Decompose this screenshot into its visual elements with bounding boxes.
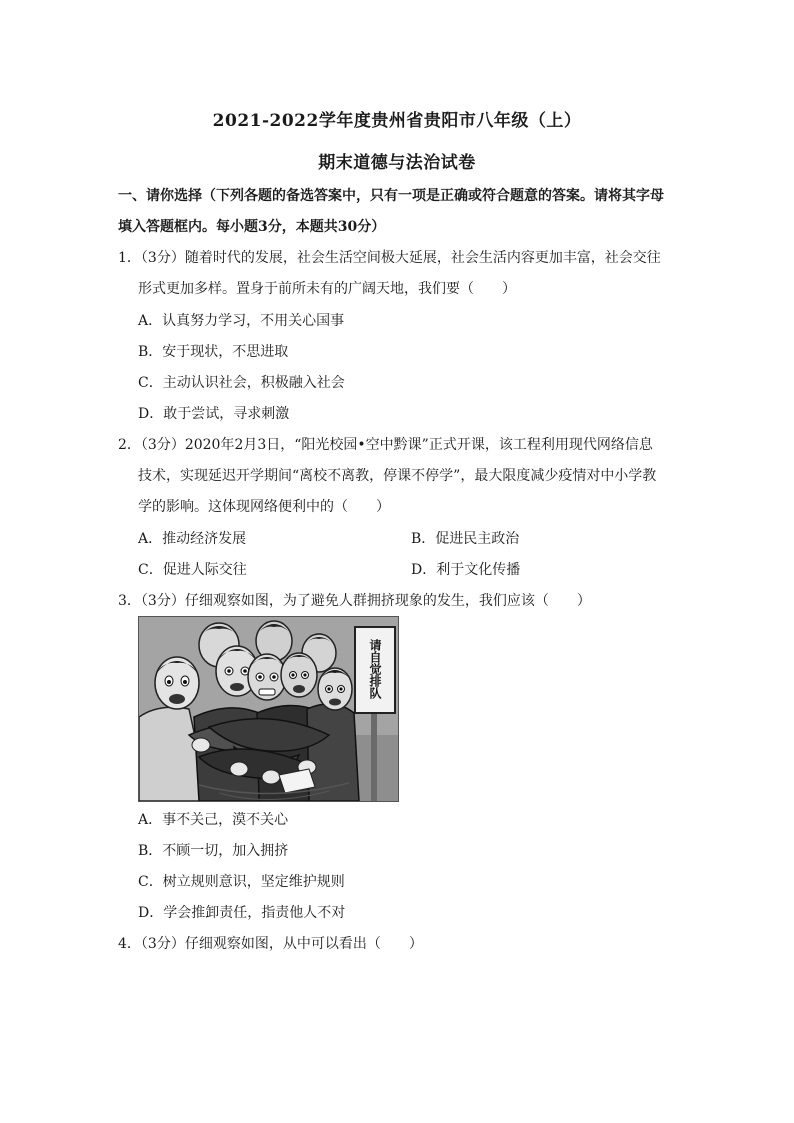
exam-title: 2021-2022学年度贵州省贵阳市八年级（上） [212,111,582,131]
crowd-cartoon-image [138,616,399,802]
q1-option-a: A．认真努力学习，不用关心国事 [138,313,345,329]
q2-option-b: B．促进民主政治 [411,531,520,547]
q3-stem-line1: 3．（3分）仔细观察如图，为了避免人群拥挤现象的发生，我们应该（ ） [118,593,591,609]
q2-stem-line2: 技术，实现延迟开学期间“离校不离教，停课不停学”，最大限度减少疫情对中小学教 [138,468,657,484]
q1-stem-line1: 1．（3分）随着时代的发展，社会生活空间极大延展，社会生活内容更加丰富，社会交往 [118,250,661,266]
q1-option-b: B．安于现状，不思进取 [138,344,289,360]
q1-option-c: C．主动认识社会，积极融入社会 [138,375,345,391]
q2-option-a: A．推动经济发展 [138,531,247,547]
q4-stem-line1: 4．（3分）仔细观察如图，从中可以看出（ ） [118,936,423,952]
q2-option-d: D．利于文化传播 [411,562,521,578]
q3-option-b: B．不顾一切，加入拥挤 [138,843,289,859]
sign-text: 请自觉排队 [368,639,382,699]
exam-subtitle: 期末道德与法治试卷 [318,153,476,173]
section-heading-line1: 一、请你选择（下列各题的备选答案中，只有一项是正确或符合题意的答案。请将其字母 [118,188,664,204]
section-heading-line2: 填入答题框内。每小题3分，本题共30分） [118,219,386,235]
q2-stem-line1: 2．（3分）2020年2月3日，“阳光校园•空中黔课”正式开课，该工程利用现代网络信息 [118,437,653,453]
q3-option-a: A．事不关己，漠不关心 [138,812,289,828]
q2-stem-line3: 学的影响。这体现网络便利中的（ ） [138,499,390,515]
q1-stem-line2: 形式更加多样。置身于前所未有的广阔天地，我们要（ ） [138,281,516,297]
q3-option-c: C．树立规则意识，坚定维护规则 [138,874,345,890]
q1-option-d: D．敢于尝试，寻求刺激 [138,406,290,422]
q2-option-c: C．促进人际交往 [138,562,247,578]
q3-option-d: D．学会推卸责任，指责他人不对 [138,905,346,921]
crowd-cartoon-drawing [139,617,398,801]
